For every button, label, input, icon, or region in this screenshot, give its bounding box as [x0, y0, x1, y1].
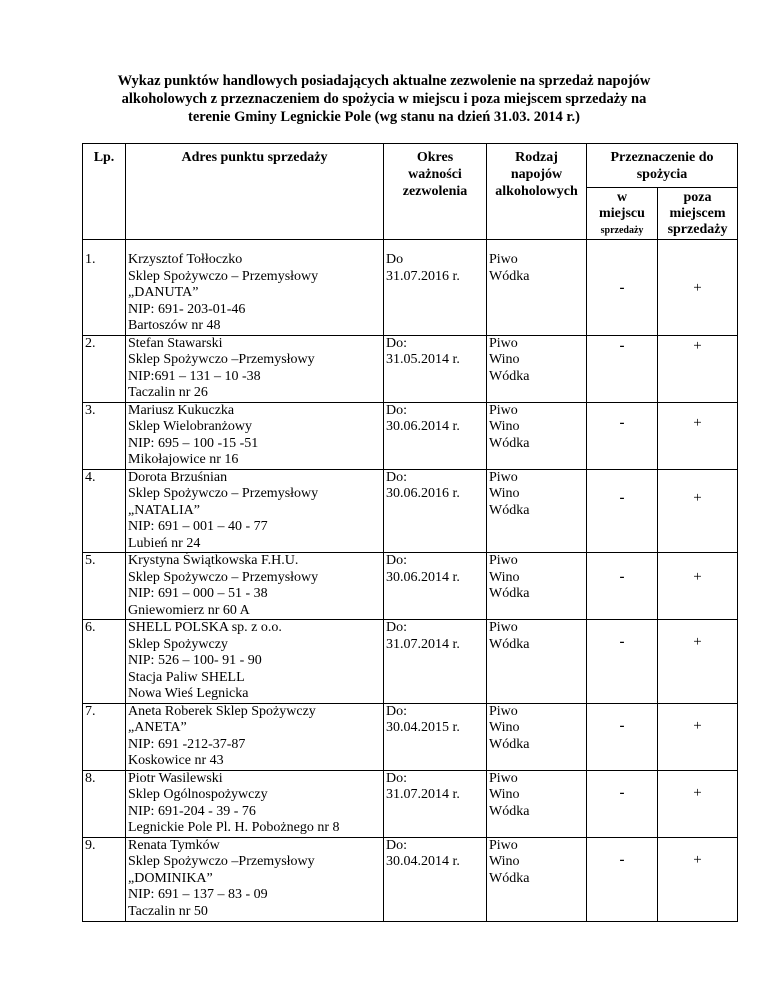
- address-cell: [126, 553, 384, 620]
- address-line: Stefan Stawarski: [128, 335, 223, 351]
- address-line: NIP: 526 – 100- 91 - 90: [128, 653, 262, 668]
- address-line: Piotr Wasilewski: [128, 770, 223, 786]
- w-miejscu-cell: [587, 402, 658, 469]
- address-line: Gniewomierz nr 60 A: [128, 602, 250, 618]
- table-row: [83, 770, 738, 837]
- w-miejscu-value: -: [619, 569, 625, 585]
- rodzaj-line: Wódka: [489, 268, 530, 284]
- poza-value: +: [693, 280, 702, 296]
- okres-line: Do:: [386, 553, 407, 568]
- okres-cell: [384, 553, 487, 620]
- rodzaj-line: Piwo: [489, 620, 518, 635]
- table-row: [83, 469, 738, 553]
- rodzaj-cell: [487, 703, 587, 770]
- address-cell: [126, 240, 384, 336]
- address-line: Sklep Spożywczo – Przemysłowy: [128, 268, 319, 284]
- address-cell: [126, 469, 384, 553]
- address-line: Mariusz Kukuczka: [128, 402, 235, 418]
- okres-line: 30.06.2014 r.: [386, 569, 460, 585]
- rodzaj-line: Wino: [489, 854, 520, 869]
- address-line: Sklep Spożywczo – Przemysłowy: [128, 486, 319, 501]
- lp-cell: [83, 402, 126, 469]
- address-line: Koskowice nr 43: [128, 753, 224, 768]
- address-line: Sklep Spożywczy: [128, 636, 228, 652]
- poza-cell: [658, 770, 738, 837]
- header-rodzaj: Rodzaj napojów alkoholowych: [487, 144, 587, 240]
- rodzaj-line: Piwo: [489, 553, 518, 568]
- address-line: „DOMINIKA”: [128, 870, 213, 886]
- table-row: [83, 553, 738, 620]
- lp-cell: [83, 553, 126, 620]
- address-line: NIP:691 – 131 – 10 -38: [128, 368, 261, 384]
- address-cell: [126, 703, 384, 770]
- rodzaj-line: Piwo: [489, 252, 518, 267]
- document-title: [60, 72, 708, 126]
- w-miejscu-value: -: [619, 851, 625, 868]
- address-line: Lubień nr 24: [128, 535, 201, 551]
- table-row: [83, 620, 738, 704]
- rodzaj-line: Wódka: [489, 502, 530, 518]
- poza-value: +: [693, 414, 702, 431]
- address-line: „ANETA”: [128, 720, 187, 735]
- address-cell: [126, 402, 384, 469]
- okres-line: Do:: [386, 837, 407, 853]
- rodzaj-line: Piwo: [489, 703, 518, 719]
- okres-line: Do:: [386, 620, 407, 635]
- okres-line: 30.06.2014 r.: [386, 419, 460, 434]
- okres-line: Do:: [386, 335, 407, 351]
- address-line: NIP: 691 – 000 – 51 - 38: [128, 586, 268, 601]
- rodzaj-cell: [487, 335, 587, 402]
- poza-value: +: [693, 489, 702, 506]
- address-line: NIP: 695 – 100 -15 -51: [128, 435, 259, 451]
- rodzaj-line: Piwo: [489, 469, 518, 485]
- rodzaj-line: Wódka: [489, 435, 530, 451]
- okres-cell: [384, 402, 487, 469]
- okres-line: Do:: [386, 703, 407, 719]
- okres-line: 31.07.2014 r.: [386, 636, 460, 652]
- header-przeznaczenie: Przeznaczenie do spożycia: [587, 144, 738, 188]
- w-miejscu-cell: [587, 703, 658, 770]
- address-line: Legnickie Pole Pl. H. Pobożnego nr 8: [128, 820, 340, 835]
- rodzaj-cell: [487, 402, 587, 469]
- lp-cell: [83, 469, 126, 553]
- table-row: [83, 837, 738, 921]
- header-w-miejscu: w miejscu sprzedaży: [587, 188, 658, 240]
- address-line: Mikołajowice nr 16: [128, 452, 239, 467]
- lp-cell: [83, 335, 126, 402]
- header-poza: poza miejscem sprzedaży: [658, 188, 738, 240]
- okres-cell: [384, 469, 487, 553]
- okres-line: 31.05.2014 r.: [386, 352, 460, 367]
- address-line: Krystyna Świątkowska F.H.U.: [128, 553, 299, 568]
- lp-cell: [83, 240, 126, 336]
- address-line: Sklep Wielobranżowy: [128, 419, 252, 434]
- licenses-table: [82, 143, 738, 922]
- address-line: Sklep Ogólnospożywczy: [128, 787, 268, 802]
- address-line: „NATALIA”: [128, 502, 200, 518]
- w-miejscu-value: -: [619, 489, 625, 506]
- rodzaj-line: Wino: [489, 720, 520, 735]
- rodzaj-line: Wódka: [489, 870, 530, 886]
- okres-cell: [384, 335, 487, 402]
- rodzaj-line: Wino: [489, 352, 520, 367]
- address-cell: [126, 770, 384, 837]
- w-miejscu-cell: [587, 469, 658, 553]
- okres-cell: [384, 837, 487, 921]
- okres-cell: [384, 240, 487, 336]
- okres-line: Do:: [386, 402, 407, 418]
- lp-number: 5.: [85, 553, 96, 568]
- rodzaj-line: Wódka: [489, 636, 530, 652]
- w-miejscu-value: -: [619, 634, 625, 650]
- okres-line: Do:: [386, 770, 407, 786]
- w-miejscu-cell: [587, 837, 658, 921]
- w-miejscu-cell: [587, 620, 658, 704]
- rodzaj-line: Piwo: [489, 335, 518, 351]
- header-okres: Okres ważności zezwolenia: [384, 144, 487, 240]
- poza-value: +: [693, 569, 702, 585]
- poza-cell: [658, 240, 738, 336]
- w-miejscu-cell: [587, 240, 658, 336]
- rodzaj-line: Wódka: [489, 368, 530, 384]
- address-line: Bartoszów nr 48: [128, 318, 221, 333]
- table-row: [83, 240, 738, 336]
- poza-value: +: [693, 784, 702, 801]
- lp-number: 4.: [85, 469, 96, 485]
- title-line-1: Wykaz punktów handlowych posiadających aktualne zezwolenie na sprzedaż napojów: [117, 73, 651, 89]
- rodzaj-line: Wódka: [489, 736, 530, 752]
- address-line: Dorota Brzuśnian: [128, 469, 228, 485]
- address-line: NIP: 691 – 137 – 83 - 09: [128, 887, 268, 902]
- lp-number: 7.: [85, 703, 96, 719]
- okres-line: 30.04.2014 r.: [386, 854, 460, 869]
- address-line: Nowa Wieś Legnicka: [128, 686, 249, 701]
- okres-line: 31.07.2014 r.: [386, 787, 460, 802]
- poza-cell: [658, 553, 738, 620]
- address-cell: [126, 837, 384, 921]
- lp-number: 3.: [85, 402, 96, 418]
- address-line: NIP: 691- 203-01-46: [128, 301, 246, 317]
- w-miejscu-value: -: [619, 784, 625, 801]
- lp-cell: [83, 770, 126, 837]
- rodzaj-cell: [487, 469, 587, 553]
- address-line: Aneta Roberek Sklep Spożywczy: [128, 703, 316, 719]
- w-miejscu-cell: [587, 553, 658, 620]
- okres-line: 30.06.2016 r.: [386, 486, 460, 501]
- header-address: Adres punktu sprzedaży: [126, 144, 384, 240]
- title-line-3: terenie Gminy Legnickie Pole (wg stanu na dzień 31.03. 2014 r.): [188, 109, 580, 125]
- okres-cell: [384, 620, 487, 704]
- rodzaj-line: Wino: [489, 569, 520, 585]
- address-cell: [126, 335, 384, 402]
- poza-cell: [658, 837, 738, 921]
- address-line: NIP: 691 – 001 – 40 - 77: [128, 519, 268, 534]
- header-lp: Lp.: [83, 144, 126, 240]
- poza-cell: [658, 335, 738, 402]
- lp-number: 6.: [85, 620, 96, 635]
- poza-value: +: [693, 717, 702, 734]
- rodzaj-line: Piwo: [489, 837, 518, 853]
- rodzaj-cell: [487, 553, 587, 620]
- w-miejscu-value: -: [619, 337, 625, 354]
- address-line: NIP: 691-204 - 39 - 76: [128, 803, 256, 819]
- w-miejscu-cell: [587, 770, 658, 837]
- w-miejscu-value: -: [619, 414, 625, 431]
- rodzaj-line: Wino: [489, 486, 520, 501]
- address-line: Renata Tymków: [128, 837, 220, 853]
- poza-value: +: [693, 851, 702, 868]
- w-miejscu-value: -: [619, 717, 625, 734]
- rodzaj-line: Wódka: [489, 586, 530, 601]
- okres-line: 31.07.2016 r.: [386, 268, 460, 284]
- lp-number: 8.: [85, 770, 96, 786]
- okres-line: 30.04.2015 r.: [386, 720, 460, 735]
- rodzaj-line: Wódka: [489, 803, 530, 819]
- address-line: NIP: 691 -212-37-87: [128, 736, 246, 752]
- poza-cell: [658, 620, 738, 704]
- table-row: [83, 402, 738, 469]
- okres-cell: [384, 703, 487, 770]
- rodzaj-line: Piwo: [489, 770, 518, 786]
- okres-cell: [384, 770, 487, 837]
- rodzaj-cell: [487, 620, 587, 704]
- table-body: [83, 240, 738, 922]
- okres-line: Do: [386, 252, 404, 267]
- rodzaj-line: Wino: [489, 419, 520, 434]
- address-line: Sklep Spożywczo – Przemysłowy: [128, 569, 319, 585]
- okres-line: Do:: [386, 469, 407, 485]
- poza-value: +: [693, 634, 702, 650]
- rodzaj-line: Wino: [489, 787, 520, 802]
- address-line: SHELL POLSKA sp. z o.o.: [128, 620, 282, 635]
- lp-cell: [83, 620, 126, 704]
- address-line: Stacja Paliw SHELL: [128, 669, 245, 685]
- lp-cell: [83, 837, 126, 921]
- address-line: Krzysztof Tołłoczko: [128, 252, 243, 267]
- table-row: [83, 703, 738, 770]
- rodzaj-cell: [487, 837, 587, 921]
- poza-value: +: [693, 337, 702, 354]
- address-line: Taczalin nr 50: [128, 903, 208, 919]
- lp-number: 9.: [85, 837, 96, 853]
- poza-cell: [658, 469, 738, 553]
- poza-cell: [658, 703, 738, 770]
- table-row: [83, 335, 738, 402]
- poza-cell: [658, 402, 738, 469]
- address-line: Sklep Spożywczo –Przemysłowy: [128, 352, 315, 367]
- w-miejscu-value: -: [619, 280, 625, 296]
- lp-number: 1.: [85, 252, 96, 267]
- lp-number: 2.: [85, 335, 96, 351]
- rodzaj-cell: [487, 770, 587, 837]
- address-line: Sklep Spożywczo –Przemysłowy: [128, 854, 315, 869]
- lp-cell: [83, 703, 126, 770]
- rodzaj-cell: [487, 240, 587, 336]
- title-line-2: alkoholowych z przeznaczeniem do spożycia w miejscu i poza miejscem sprzedaży na: [121, 91, 647, 107]
- address-line: „DANUTA”: [128, 285, 199, 300]
- address-cell: [126, 620, 384, 704]
- rodzaj-line: Piwo: [489, 402, 518, 418]
- address-line: Taczalin nr 26: [128, 385, 208, 400]
- w-miejscu-cell: [587, 335, 658, 402]
